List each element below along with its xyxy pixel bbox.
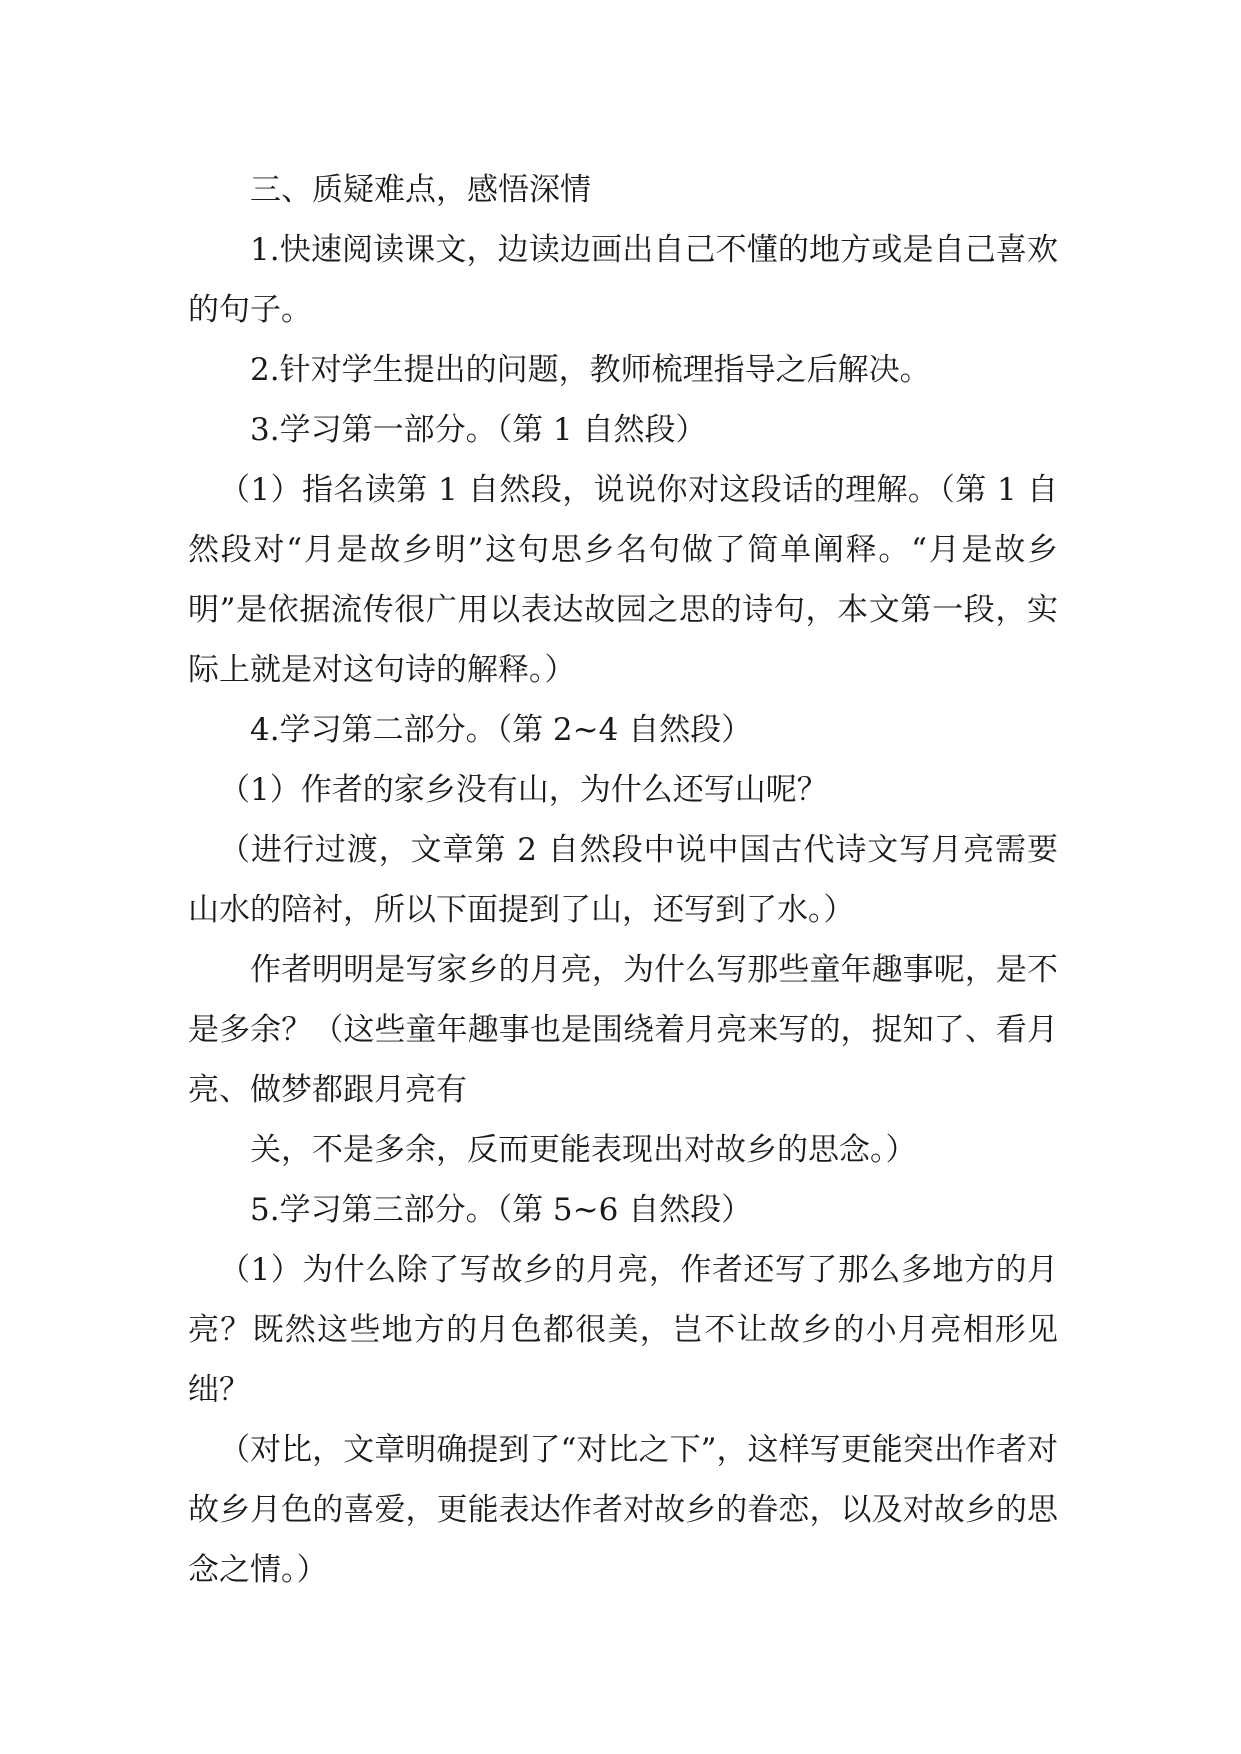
paragraph-step-4-continuation: 关，不是多余，反而更能表现出对故乡的思念。） [250, 1132, 917, 1168]
section-heading: 三、质疑难点，感悟深情 [250, 172, 591, 208]
paragraph-step-4-question-2: 作者明明是写家乡的月亮，为什么写那些童年趣事呢，是不是多余？（这些童年趣事也是围绕着月亮来写的，捉知了、看月亮、做梦都跟月亮有 [188, 952, 1058, 1108]
paragraph-step-1: 1.快速阅读课文，边读边画出自己不懂的地方或是自己喜欢的句子。 [188, 232, 1058, 328]
paragraph-step-3-sub-1: （1）指名读第 1 自然段，说说你对这段话的理解。（第 1 自然段对“月是故乡明”这句思乡名句做了简单阐释。“月是故乡明”是依据流传很广用以表达故园之思的诗句，本文第一段，实际上就是对这句诗的解释。） [188, 472, 1058, 688]
paragraph-step-5-answer: （对比，文章明确提到了“对比之下”，这样写更能突出作者对故乡月色的喜爱，更能表达作者对故乡的眷恋，以及对故乡的思念之情。） [188, 1432, 1058, 1588]
paragraph-step-4-sub-1: （1）作者的家乡没有山，为什么还写山呢？ [219, 772, 828, 808]
paragraph-step-3: 3.学习第一部分。（第 1 自然段） [250, 412, 707, 448]
document-body [188, 160, 1058, 1600]
paragraph-step-5: 5.学习第三部分。（第 5~6 自然段） [250, 1192, 753, 1228]
paragraph-step-5-sub-1: （1）为什么除了写故乡的月亮，作者还写了那么多地方的月亮？既然这些地方的月色都很美，岂不让故乡的小月亮相形见绌？ [188, 1252, 1058, 1408]
paragraph-step-4: 4.学习第二部分。（第 2~4 自然段） [250, 712, 753, 748]
paragraph-step-4-answer: （进行过渡，文章第 2 自然段中说中国古代诗文写月亮需要山水的陪衬，所以下面提到了山，还写到了水。） [188, 832, 1058, 928]
paragraph-step-2: 2.针对学生提出的问题，教师梳理指导之后解决。 [250, 352, 931, 388]
